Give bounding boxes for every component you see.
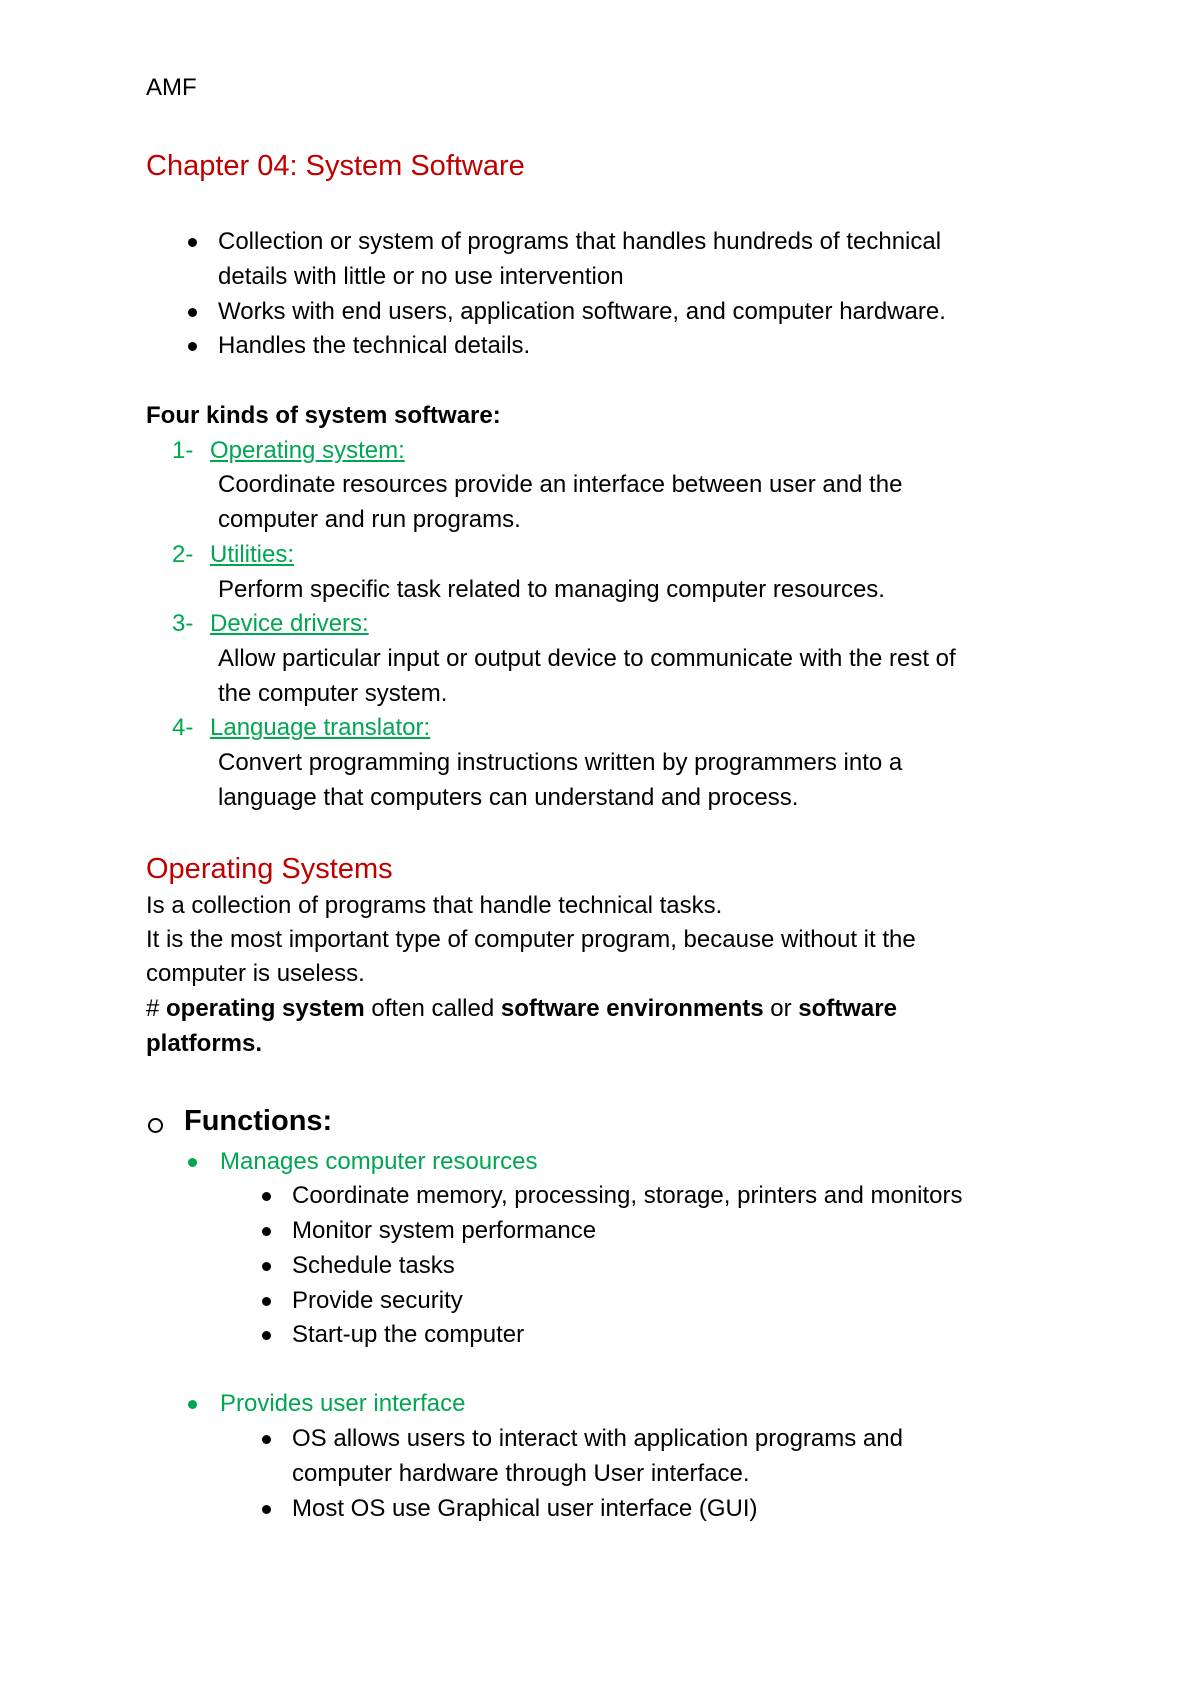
- os-line: computer is useless.: [146, 960, 365, 987]
- function-item-cont: computer hardware through User interface.: [292, 1460, 750, 1487]
- bullet-icon: [188, 238, 197, 247]
- function-item: Start-up the computer: [292, 1321, 525, 1348]
- kind-desc: the computer system.: [218, 680, 448, 707]
- bullet-icon: [188, 1400, 197, 1409]
- circle-bullet-icon: [148, 1118, 163, 1133]
- function-item: Provide security: [292, 1287, 463, 1314]
- bullet-icon: [262, 1331, 271, 1340]
- bullet-icon: [188, 342, 197, 351]
- function-item: Monitor system performance: [292, 1217, 597, 1244]
- bullet-icon: [262, 1227, 271, 1236]
- page-header: AMF: [146, 74, 197, 101]
- bullet-icon: [188, 308, 197, 317]
- function-item: Most OS use Graphical user interface (GUI): [292, 1495, 758, 1522]
- kind-title-utilities: Utilities:: [210, 541, 295, 568]
- os-line: Is a collection of programs that handle technical tasks.: [146, 892, 723, 919]
- kind-title-device-drivers: Device drivers:: [210, 610, 369, 637]
- kind-desc: Coordinate resources provide an interface between user and the: [218, 471, 903, 498]
- os-note-cont: platforms.: [146, 1030, 263, 1057]
- kind-number: 4-: [172, 714, 194, 741]
- function-group-title: Provides user interface: [220, 1390, 466, 1417]
- kind-desc: computer and run programs.: [218, 506, 521, 533]
- chapter-bullet-3: Handles the technical details.: [218, 332, 531, 359]
- kind-number: 2-: [172, 541, 194, 568]
- function-item: Coordinate memory, processing, storage, printers and monitors: [292, 1182, 963, 1209]
- bullet-icon: [262, 1435, 271, 1444]
- functions-heading: Functions:: [184, 1105, 333, 1137]
- bullet-icon: [262, 1262, 271, 1271]
- kinds-heading: Four kinds of system software:: [146, 402, 501, 429]
- bullet-icon: [262, 1505, 271, 1514]
- os-note: # operating system often called software environments or software: [146, 995, 897, 1022]
- chapter-bullet-1-cont: details with little or no use intervention: [218, 263, 624, 290]
- chapter-bullet-1: Collection or system of programs that handles hundreds of technical: [218, 228, 942, 255]
- kind-desc: Convert programming instructions written by programmers into a: [218, 749, 903, 776]
- bullet-icon: [188, 1158, 197, 1167]
- kind-number: 3-: [172, 610, 194, 637]
- function-item: Schedule tasks: [292, 1252, 455, 1279]
- kind-desc: language that computers can understand and process.: [218, 784, 799, 811]
- bullet-icon: [262, 1192, 271, 1201]
- kind-desc: Perform specific task related to managing computer resources.: [218, 576, 885, 603]
- kind-number: 1-: [172, 437, 194, 464]
- function-item: OS allows users to interact with application programs and: [292, 1425, 903, 1452]
- kind-title-operating-system: Operating system:: [210, 437, 405, 464]
- function-group-title: Manages computer resources: [220, 1148, 538, 1175]
- bullet-icon: [262, 1297, 271, 1306]
- os-line: It is the most important type of computer program, because without it the: [146, 926, 916, 953]
- chapter-title: Chapter 04: System Software: [146, 150, 525, 182]
- chapter-bullet-2: Works with end users, application software, and computer hardware.: [218, 298, 946, 325]
- os-title: Operating Systems: [146, 853, 393, 885]
- kind-desc: Allow particular input or output device to communicate with the rest of: [218, 645, 956, 672]
- kind-title-language-translator: Language translator:: [210, 714, 431, 741]
